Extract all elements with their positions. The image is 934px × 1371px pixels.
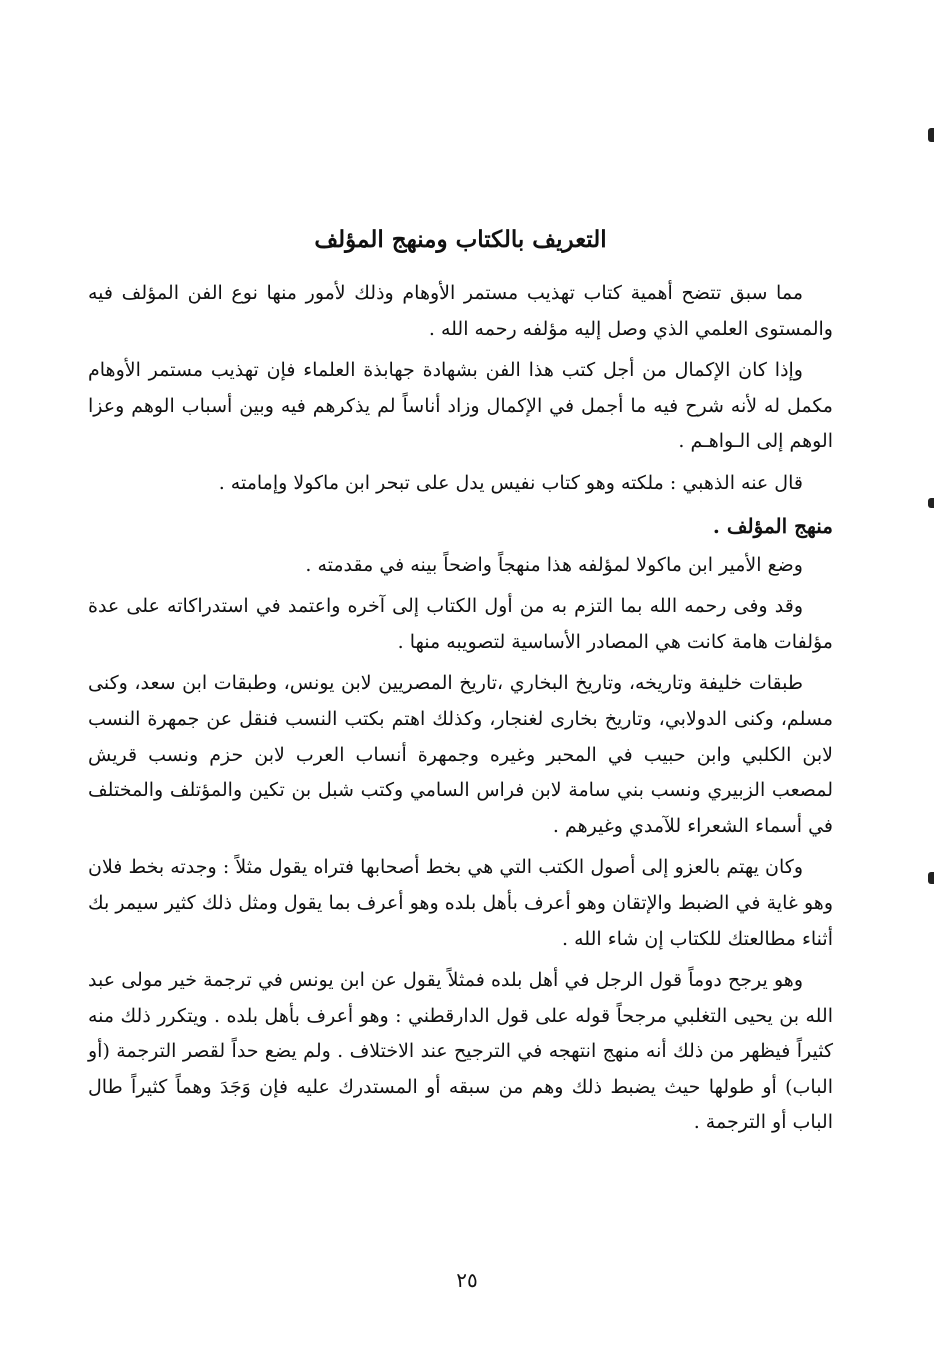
paragraph-method-5: وهو يرجح دوماً قول الرجل في أهل بلده فمثلاً يقول عن ابن يونس في ترجمة خير مولى عبد الله بن يحيى التغلبي مرجحاً قوله على قول الدارقطني : وهو أعرف بأهل بلده . ويتكرر ذلك منه كثيراً فيظهر من ذلك أنه منهج انتهجه في الترجيح عند الاختلاف . ولم يضع حداً لقصر الترجمة (أو الباب) أو طولها حيث يضبط ذلك وهم من سبقه أو المستدرك عليه فإن وَجَدَ وهماً كثيراً طال الباب أو الترجمة .: [88, 969, 833, 1134]
paragraph-intro-2: وإذا كان الإكمال من أجل كتب هذا الفن بشهادة جهابذة العلماء فإن تهذيب مستمر الأوهام مكمل له لأنه شرح فيه ما أجمل في الإكمال وزاد أناساً لم يذكرهم فيه وبين أسباب الوهم وعزا الوهم إلى الـواهـم .: [88, 359, 833, 453]
paragraph-intro-3: قال عنه الذهبي : ملكته وهو كتاب نفيس يدل على تبحر ابن ماكولا وإمامته .: [218, 471, 803, 494]
page-title: التعريف بالكتاب ومنهج المؤلف: [314, 226, 607, 253]
section-heading: منهج المؤلف .: [712, 513, 833, 538]
paragraph-intro-1: مما سبق تتضح أهمية كتاب تهذيب مستمر الأوهام وذلك لأمور منها نوع الفن المؤلف فيه والمستوى العلمي الذي وصل إليه مؤلفه رحمه الله .: [88, 282, 833, 340]
binding-hole-mark: [928, 498, 934, 508]
paragraph-method-4: وكان يهتم بالعزو إلى أصول الكتب التي هي بخط أصحابها فتراه يقول مثلاً : وجدته بخط فلان وهو غاية في الضبط والإتقان وهو أعرف بأهل بلده وهو أعرف بما يقول ومثل ذلك كثير سيمر بك أثناء مطالعتك للكتاب إن شاء الله .: [88, 856, 833, 950]
page-number: ٢٥: [456, 1268, 478, 1292]
paragraph-method-3: طبقات خليفة وتاريخه، وتاريخ البخاري ،تاريخ المصريين لابن يونس، وطبقات ابن سعد، وكنى مسلم، وكنى الدولابي، وتاريخ بخارى لغنجار، وكذلك اهتم بكتب النسب فنقل عن جمهرة النسب لابن الكلبي وابن حبيب في المحبر وغيره وجمهرة أنساب العرب لابن حزم ونسب قريش لمصعب الزبيري ونسب بني سامة لابن فراس السامي وكتب شبل بن تكين والمؤتلف والمختلف في أسماء الشعراء للآمدي وغيرهم .: [88, 672, 833, 837]
binding-hole-mark: [928, 872, 934, 884]
paragraph-method-1: وضع الأمير ابن ماكولا لمؤلفه هذا منهجاً واضحاً بينه في مقدمته .: [305, 553, 803, 576]
document-page: [88, 222, 833, 1147]
paragraph-method-2: وقد وفى رحمه الله بما التزم به من أول الكتاب إلى آخره واعتمد في استدراكاته على عدة مؤلفات هامة كانت هي المصادر الأساسية لتصويبه منها .: [88, 595, 833, 653]
binding-hole-mark: [928, 128, 934, 142]
